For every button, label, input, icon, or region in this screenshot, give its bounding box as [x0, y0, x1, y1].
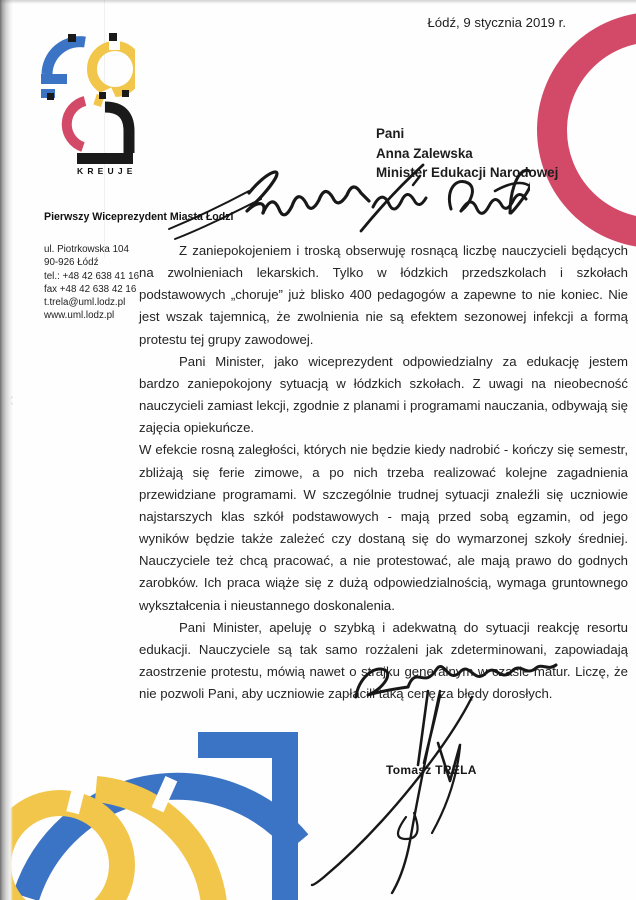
sender-address-line: www.uml.lodz.pl: [44, 310, 115, 322]
paragraph: W efekcie rosną zaległości, których nie będzie kiedy nadrobić - kończy się semestr, zbliżają się ferie zimowe, a po nich trzeba realizować kolejne zagadnienia przewidziane programami. W szczególnie trudnej sytuacji znaleźli się uczniowie najstarszych klas szkół podstawowych - mają przed sobą egzamin, od jego wyników będzie także zależeć czy dostaną się do wymarzonej szkoły średniej. Nauczyciele też chcą pracować, a nie protestować, ale mają prawo do godnych zarobków. Ich praca wiąże się z dużą odpowiedzialnością, wymaga gruntownego wykształcenia i nieustannego doskonalenia.: [139, 442, 628, 613]
sender-address-block: [44, 243, 139, 323]
recipient-line: Anna Zalewska: [376, 145, 473, 161]
sender-address-line: tel.: +48 42 638 41 16: [44, 270, 140, 282]
handwritten-salutation: [165, 163, 530, 248]
scan-edge-shadow-top: [0, 0, 636, 4]
date-line: Łódź, 9 stycznia 2019 r.: [427, 15, 566, 30]
lodz-kreuje-logo: [35, 33, 135, 171]
recipient-line: Minister Edukacji Narodowej: [376, 165, 559, 181]
paragraph: Pani Minister, jako wiceprezydent odpowiedzialny za edukację jestem bardzo zaniepokojony sytuacją w łódzkich szkołach. Z uwagi na nieobecność nauczycieli zamiast lekcji, zgodnie z planami i programami nauczania, odbywają się zajęcia opiekuńcze.: [139, 353, 628, 436]
paragraph: Z zaniepokojeniem i troską obserwuję rosnącą liczbę nauczycieli będących na zwolnieniach lekarskich. Tylko w łódzkich przedszkolach i szkołach podstawowych „choruje” już blisko 400 pedagogów a zapewne to nie koniec. Nie jest wszak tajemnicą, że zwolnienia nie są efektem sezonowej infekcji a formą protestu tej grupy zawodowej.: [139, 243, 628, 347]
sender-address-line: 90-926 Łódź: [44, 257, 99, 269]
logo-tagline: KREUJE: [77, 166, 137, 176]
paragraph: Pani Minister, apeluję o szybką i adekwatną do sytuacji reakcję resortu edukacji. Nauczyciele są tak samo rozżaleni jak zdeterminowani, zapowiadają zaostrzenie protestu, mówią nawet o strajku generalnym w czasie matur. Liczę, że nie pozwoli Pani, aby uczniowie zapłacili taką cenę za błędy dorosłych.: [139, 619, 628, 702]
decor-bottom-graphic: [0, 725, 320, 900]
recipient-line: Pani: [376, 126, 405, 141]
sender-address-line: ul. Piotrkowska 104: [44, 244, 129, 255]
sender-address-line: fax +48 42 638 42 16: [44, 283, 137, 295]
letter-body: [139, 240, 628, 705]
signer-name: Tomasz TRELA: [386, 763, 477, 777]
sender-title: Pierwszy Wiceprezydent Miasta Łodzi: [44, 211, 234, 223]
logo-letter-l-blue: [41, 34, 85, 98]
sender-address-line: t.trela@uml.lodz.pl: [44, 297, 126, 309]
scan-edge-shadow-left: [0, 0, 13, 900]
